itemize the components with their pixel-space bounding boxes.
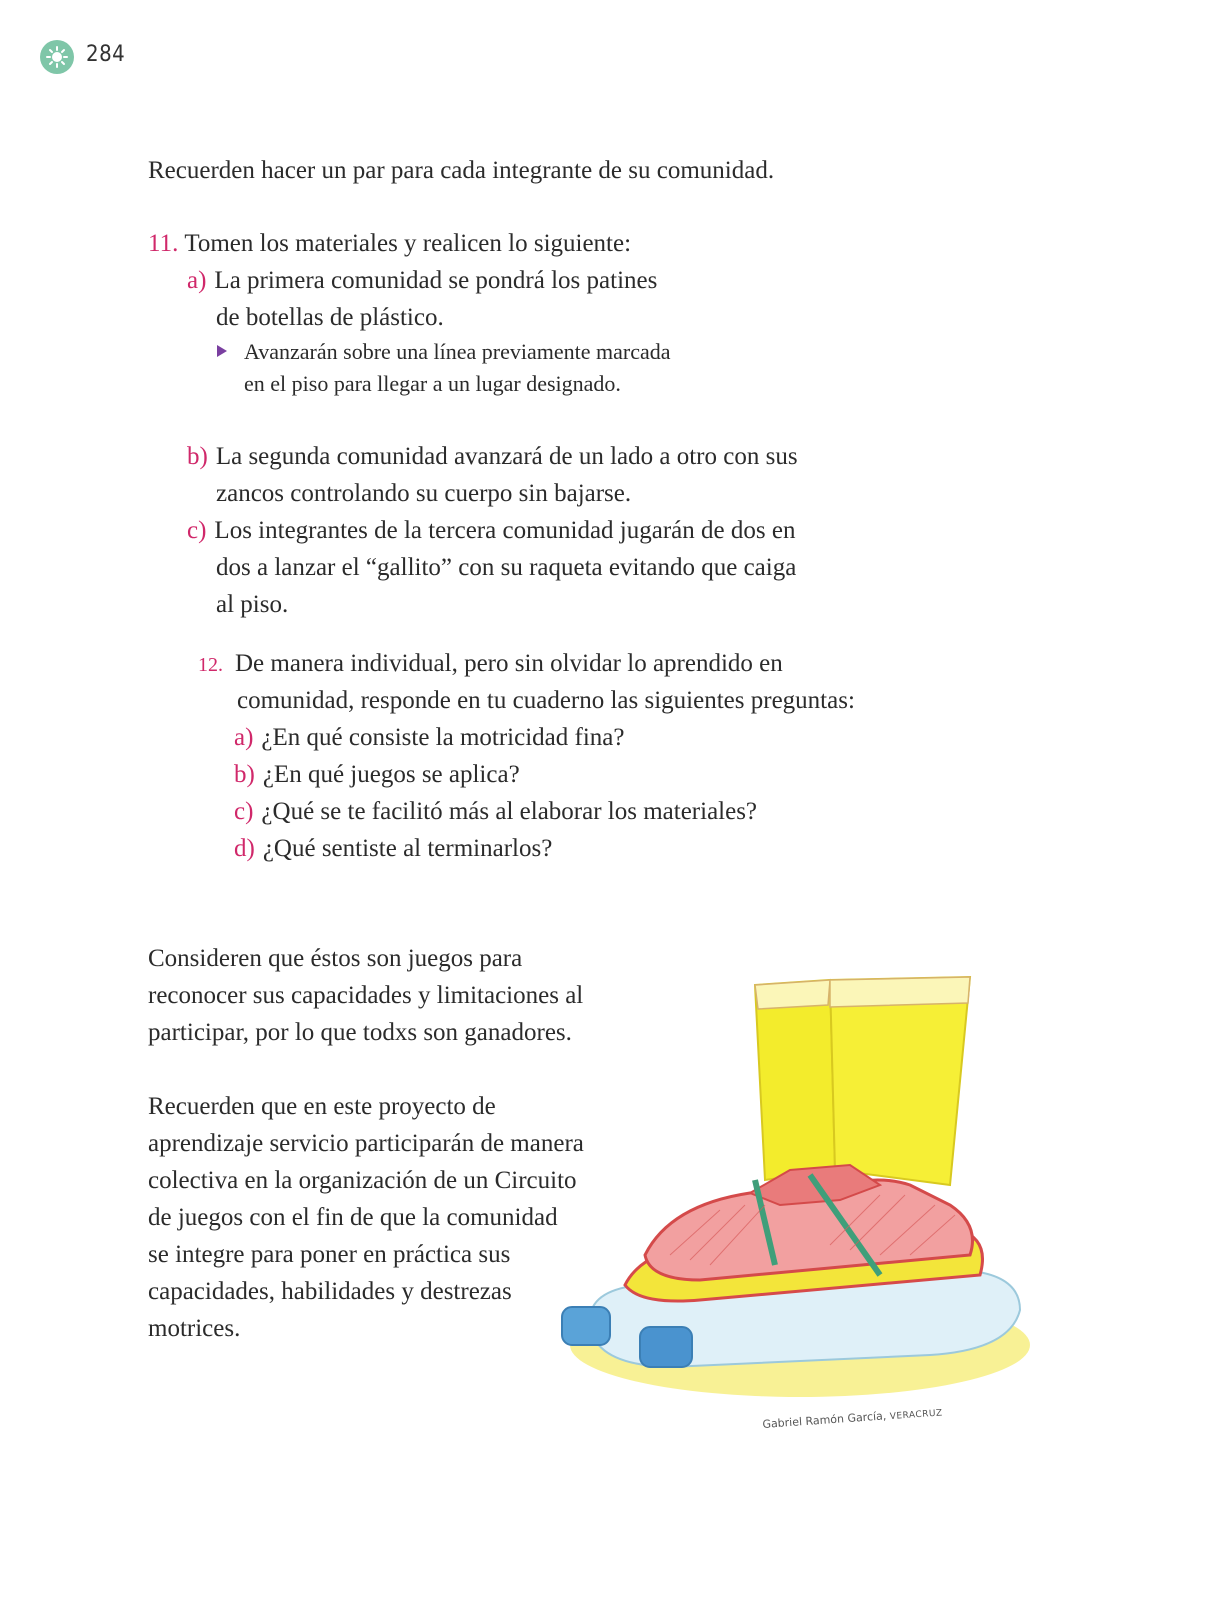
question-item [234,756,520,793]
step-11a-bullet-line1: Avanzarán sobre una línea previamente marcada [244,339,671,364]
step-11b-line1: La segunda comunidad avanzará de un lado a otro con sus [215,443,798,470]
question-text: ¿Qué sentiste al terminarlos? [262,835,553,862]
step-12-line2: comunidad, responde en tu cuaderno las siguientes preguntas: [237,687,855,714]
step-11b [187,438,798,475]
step-11 [148,225,631,262]
closing2-line: de juegos con el fin de que la comunidad [148,1204,558,1231]
question-letter: d) [234,835,255,862]
question-item [234,719,624,756]
step-12-line1: De manera individual, pero sin olvidar lo aprendido en [235,650,783,677]
step-11a-bullet-line2: en el piso para llegar a un lugar designado. [244,371,621,396]
step-11c-line2: dos a lanzar el “gallito” con su raqueta evitando que caiga [216,554,797,581]
step-12 [198,645,783,684]
step-11-number: 11. [148,230,179,257]
step-11a [187,262,657,299]
step-11b-letter: b) [187,443,208,470]
bottle-skates-drawing-icon [550,955,1050,1415]
question-text: ¿En qué consiste la motricidad fina? [261,724,625,751]
question-text: ¿Qué se te facilitó más al elaborar los materiales? [261,798,758,825]
page-badge-icon [40,40,74,74]
step-11-text: Tomen los materiales y realicen lo siguiente: [184,230,632,257]
credit-place: VERACRUZ [889,1408,943,1423]
step-11c-line3: al piso. [216,591,289,618]
question-item [234,830,552,867]
sun-icon [46,46,68,68]
step-11a-letter: a) [187,267,207,294]
question-letter: b) [234,761,255,788]
step-12-number: 12. [198,654,223,676]
step-11c-line1: Los integrantes de la tercera comunidad jugarán de dos en [214,517,796,544]
closing2-line: motrices. [148,1315,241,1342]
closing2-line: Recuerden que en este proyecto de [148,1093,496,1120]
step-11a-line1: La primera comunidad se pondrá los patines [214,267,658,294]
closing2-line: aprendizaje servicio participarán de manera [148,1130,584,1157]
closing1-line: Consideren que éstos son juegos para [148,945,523,972]
closing1-line: participar, por lo que todxs son ganadores. [148,1019,572,1046]
closing1-line: reconocer sus capacidades y limitaciones al [148,982,584,1009]
intro-text: Recuerden hacer un par para cada integrante de su comunidad. [148,157,775,184]
page-number: 284 [86,42,126,67]
step-11c [187,512,795,549]
step-11a-line2: de botellas de plástico. [216,304,444,331]
bullet-arrow-icon [217,345,227,357]
closing2-line: colectiva en la organización de un Circuito [148,1167,577,1194]
question-item [234,793,757,830]
step-11b-line2: zancos controlando su cuerpo sin bajarse. [216,480,632,507]
question-letter: a) [234,724,254,751]
credit-name: Gabriel Ramón García, [762,1409,887,1431]
closing2-line: se integre para poner en práctica sus [148,1241,511,1268]
question-text: ¿En qué juegos se aplica? [262,761,520,788]
question-letter: c) [234,798,254,825]
closing2-line: capacidades, habilidades y destrezas [148,1278,512,1305]
step-11c-letter: c) [187,517,207,544]
